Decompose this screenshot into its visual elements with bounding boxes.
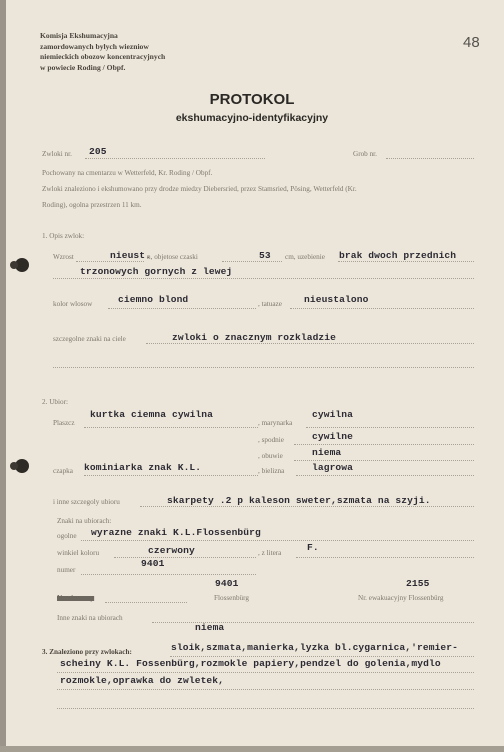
section-2-heading: 2. Ubior: <box>42 398 68 406</box>
inne-szczegoly-value: skarpety .2 p kaleson sweter,szmata na szyji. <box>167 495 431 506</box>
marynarka-label: , marynarka <box>258 419 293 427</box>
bielizna-value: lagrowa <box>312 462 354 473</box>
section-1-heading: 1. Opis zwlok: <box>42 232 85 240</box>
kolor-value: ciemno blond <box>118 294 189 305</box>
struck-out-label: Nr. obozowy <box>57 594 95 602</box>
header-line: w powiecie Roding / Obpf. <box>40 62 126 72</box>
exhumation-text-cont: Roding), ogolna przestrzen 11 km. <box>42 201 142 209</box>
inne-szczegoly-label: i inne szczegoly ubioru <box>53 498 120 506</box>
grob-label: Grob nr. <box>353 150 377 158</box>
found-items-line2: scheiny K.L. Fossenbürg,rozmokle papiery,pendzel do golenia,mydlo <box>60 658 441 669</box>
found-items-line1: sloik,szmata,manierka,lyzka bl.cygarnica,'remier- <box>171 642 459 653</box>
litera-label: , z litera <box>258 549 282 557</box>
znaki-na-ciele-value: zwloki o znacznym rozkladzie <box>172 332 337 343</box>
kolor-label: kolor wlosow <box>53 300 93 308</box>
znaki-na-ubiorach-label: Znaki na ubiorach: <box>57 517 112 525</box>
numer-label: numer <box>57 566 76 574</box>
ogolne-value: wyrazne znaki K.L.Flossenbürg <box>91 527 261 538</box>
flossenburg-number: 9401 <box>215 578 239 589</box>
czapka-label: czapka <box>53 467 73 475</box>
numer-value: 9401 <box>141 558 165 569</box>
spodnie-label: , spodnie <box>258 436 284 444</box>
inne-znaki-value: niema <box>195 622 225 633</box>
found-items-line3: rozmokle,oprawka do zwletek, <box>60 675 225 686</box>
page-bottom-edge <box>0 746 504 752</box>
page-title: PROTOKOL <box>209 91 295 108</box>
obuwie-value: niema <box>312 447 342 458</box>
uzebienie-value-cont: trzonowych gornych z lewej <box>80 266 233 277</box>
punch-hole <box>15 459 29 473</box>
objetosc-label: n, objetose czaski <box>147 253 198 261</box>
tatuaze-label: , tatuaze <box>258 300 282 308</box>
plaszcz-label: Plaszcz <box>53 419 75 427</box>
evacuation-caption: Nr. ewakuacyjny Flossenbürg <box>358 594 444 602</box>
znaki-na-ciele-label: szczegolne znaki na ciele <box>53 335 126 343</box>
tatuaze-value: nieustalono <box>304 294 369 305</box>
burial-place-text: Pochowany na cmentarzu w Wetterfeld, Kr. Roding / Obpf. <box>42 169 213 177</box>
header-organization <box>40 31 165 73</box>
exhumation-text: Zwloki znaleziono i ekshumowano przy drodze miedzy Diebersried, przez Stamsried, Pösing, Wetterfeld (Kr. <box>42 185 357 193</box>
spodnie-value: cywilne <box>312 431 354 442</box>
marynarka-value: cywilna <box>312 409 354 420</box>
czapka-value: kominiarka znak K.L. <box>84 462 202 473</box>
header-line: Komisja Ekshumacyjna <box>40 31 118 40</box>
zwloki-value: 205 <box>89 146 107 157</box>
objetosc-value: 53 <box>259 250 271 261</box>
punch-hole <box>15 258 29 272</box>
inne-znaki-label: Inne znaki na ubiorach <box>57 614 123 622</box>
flossenburg-caption: Flossenbürg <box>214 594 250 602</box>
header-line: niemieckich obozow koncentracyjnych <box>40 52 166 61</box>
uzebienie-value: brak dwoch przednich <box>339 250 457 261</box>
litera-value: F. <box>307 542 319 553</box>
wzrost-value: nieust. <box>110 250 152 261</box>
section-3-heading: 3. Znaleziono przy zwlokach: <box>42 648 132 656</box>
obuwie-label: , obuwie <box>258 452 283 460</box>
page-subtitle: ekshumacyjno-identyfikacyjny <box>175 112 329 124</box>
winkiel-label: winkiel koloru <box>57 549 100 557</box>
uzebienie-label: cm, uzebienie <box>285 253 325 261</box>
zwloki-label: Zwloki nr. <box>42 150 72 158</box>
bielizna-label: , bielizna <box>258 467 285 475</box>
page-number: 48 <box>463 34 480 51</box>
wzrost-label: Wzrost <box>53 253 74 261</box>
winkiel-value: czerwony <box>148 545 195 556</box>
plaszcz-value: kurtka ciemna cywilna <box>90 409 214 420</box>
header-line: zamordowanych bylych wiezniow <box>40 41 149 51</box>
ogolne-label: ogolne <box>57 532 77 540</box>
evacuation-number: 2155 <box>406 578 430 589</box>
